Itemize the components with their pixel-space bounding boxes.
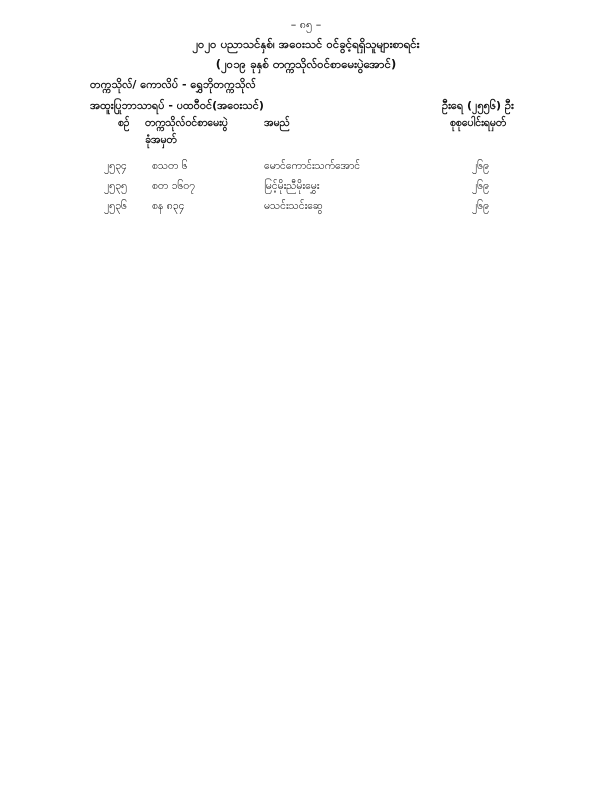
document-subtitle: (၂၀၁၉ ခုနှစ် တက္ကသိုလ်ဝင်စာမေးပွဲအောင်) xyxy=(215,57,397,71)
page-number: – ၈၅ – xyxy=(290,18,322,31)
row-roll: စတ ၁၆၀၇ xyxy=(152,180,196,192)
row-name: မသင်းသင်းဆွေ xyxy=(264,200,323,212)
university-label: တက္ကသိုလ်/ ကောလိပ် - ရွှေဘိုတက္ကသိုလ် xyxy=(90,78,256,91)
column-header-no: စဉ် xyxy=(118,117,130,129)
total-count: ဦးရေ (၂၅၅၆) ဦး xyxy=(442,99,514,112)
row-no: ၂၅၃၆ xyxy=(104,200,127,212)
row-no: ၂၅၃၅ xyxy=(104,180,127,192)
column-header-roll-sub: ခုံအမှတ် xyxy=(145,134,177,146)
column-header-roll: တက္ကသိုလ်ဝင်စာမေးပွဲ xyxy=(145,117,228,129)
table-row xyxy=(0,180,612,200)
column-header-name: အမည် xyxy=(264,117,290,129)
table-row xyxy=(0,160,612,180)
row-score: ၂၆၉ xyxy=(472,160,489,172)
row-no: ၂၅၃၄ xyxy=(104,160,127,172)
row-roll: စန ၈၃၄ xyxy=(152,200,185,212)
row-roll: စသတ ၆ xyxy=(152,160,188,172)
major-label: အထူးပြုဘာသာရပ် - ပထဝီဝင်(အဝေးသင်) xyxy=(90,99,264,112)
document-title: ၂၀၂၀ ပညာသင်နှစ်၊ အဝေးသင် ဝင်ခွင့်ရရှိသူများစာရင်း xyxy=(192,37,420,51)
row-name: မောင်ကောင်းသက်အောင် xyxy=(264,160,361,172)
table-row xyxy=(0,200,612,220)
column-header-score: စုစုပေါင်းရမှတ် xyxy=(450,117,507,129)
row-score: ၂၆၉ xyxy=(472,200,489,212)
row-name: မြင့်မိုးညီမိုးမွှေး xyxy=(264,180,320,192)
row-score: ၂၆၉ xyxy=(472,180,489,192)
